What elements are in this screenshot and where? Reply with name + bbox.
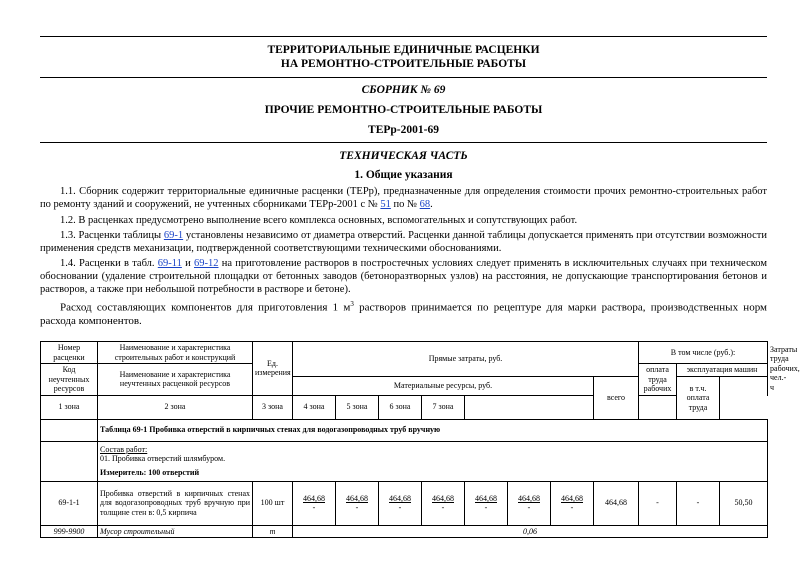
- header-zone-3: 3 зона: [253, 395, 293, 419]
- paragraph-mix: Расход составляющих компонентов для приготовления 1 $м^3$ растворов принимается по рецептуре для марки раствора, производственных норм расхода компонентов.: [40, 300, 767, 327]
- paragraph-1-3: 1.3. Расценки таблицы 69-1 установлены независимо от диаметра отверстий. Расценки данной таблицы допускается применять при отсутствии возможности применения средств механизации, подтвержденной соответствующими техническими обоснованиями.: [40, 230, 767, 254]
- header-materials: Материальные ресурсы, руб.: [293, 377, 594, 396]
- link-collection-51[interactable]: 51: [380, 199, 391, 210]
- rate-unit: 100 шт: [253, 481, 293, 525]
- header-resource-name: Наименование и характеристика неучтенных расценкой ресурсов: [98, 364, 253, 396]
- work-composition: [98, 441, 768, 481]
- header-zone-5: 5 зона: [336, 395, 379, 419]
- labor-value: 50,50: [720, 481, 768, 525]
- header-zone-2: 2 зона: [98, 395, 253, 419]
- section-title: ТЕХНИЧЕСКАЯ ЧАСТЬ: [339, 150, 468, 162]
- zone-7-value: 464,68 -: [551, 481, 594, 525]
- rate-name: Пробивка отверстий в кирпичных стенах для водогазопроводных труб вручную при толщине стен в: 0,5 кирпича: [98, 481, 253, 525]
- title-line-2: НА РЕМОНТНО-СТРОИТЕЛЬНЫЕ РАБОТЫ: [280, 58, 527, 70]
- link-table-69-12[interactable]: 69-12: [194, 258, 219, 269]
- rate-number: 69-1-1: [41, 481, 98, 525]
- resource-code: 999-9900: [41, 525, 98, 538]
- header-zone-1: 1 зона: [41, 395, 98, 419]
- paragraph-1-4: 1.4. Расценки в табл. 69-11 и 69-12 на приготовление растворов в постростечных условиях следует применять в исключительных случаях при техническом обосновании (удаление строительной площадки от бетонных заводов (бетоноразтворных узлов) на расстояния, не допускающие транспортирования бетонов и растворов, а также при небольшой потребности в растворе и бетоне).: [40, 258, 768, 295]
- zone-1-value: 464,68 -: [293, 481, 336, 525]
- composition-item: 01. Пробивка отверстий шлямбуром.: [100, 454, 226, 464]
- paragraph-1-1: 1.1. Сборник содержит территориальные единичные расценки (ТЕРр), предназначенные для определения стоимости прочих ремонтно-строительных работ по ремонту зданий и сооружений, не учтенных сборниками ТЕРр-2001 с № 51 по № 68.: [40, 186, 767, 210]
- header-zone-4: 4 зона: [293, 395, 336, 419]
- link-table-69-11[interactable]: 69-11: [157, 258, 182, 269]
- zone-3-value: 464,68 -: [379, 481, 422, 525]
- header-unit: Ед. измерения: [253, 342, 293, 396]
- resource-row: [41, 525, 768, 538]
- resource-unit: т: [253, 525, 293, 538]
- header-work-name: Наименование и характеристика строительных работ и конструкций: [98, 342, 253, 364]
- table-row: [41, 481, 768, 525]
- worker-pay-value: 464,68: [594, 481, 639, 525]
- header-machines: эксплуатация машин: [677, 364, 768, 377]
- link-collection-68[interactable]: 68: [419, 199, 431, 210]
- header-rate-number: Номер расценки: [41, 342, 98, 364]
- zone-6-value: 464,68 -: [508, 481, 551, 525]
- resource-name: Мусор строительный: [98, 525, 253, 538]
- header-machines-pay: в т.ч. оплата труда: [677, 377, 720, 420]
- header-zone-6: 6 зона: [379, 395, 422, 419]
- rates-table: Номер расценки Наименование и характеристика строительных работ и конструкций Ед. измерения Прямые затраты, руб. В том числе (руб.): Затраты труда рабочих, чел.-ч Код неучтенных ресурсов Наименование и характеристика неучтенных расценкой ресурсов оплата труда рабочих эксплуатация машин Материальные ресурсы, руб. всего в т.ч. оплата труда 1 зона 2 зона 3 зона 4 зона 5 зона 6 зона 7 зона Таблица 69-1 Пробивка отверстий в кирпичных стенах для водогазопроводных труб вручную Состав работ: 01. Пробивка отверстий шлямбуром. Измеритель: 100 отверстий 69-1-1 Пробивка отверстий в кирпичных стенах для водогазопроводных труб вручную при толщине стен в: 0,5 кирпича 100 шт 464,68 - 464,68 - 464,68 - 464,68 - 464,68 - 464,68 - 464,68 - 464,68 - - 50,50 999-9900 Мусор строительный т 0,06: [40, 341, 768, 538]
- header-including: В том числе (руб.):: [639, 342, 768, 364]
- header-resource-code: Код неучтенных ресурсов: [41, 364, 98, 396]
- subsection-title: 1. Общие указания: [354, 169, 453, 181]
- zone-4-value: 464,68 -: [422, 481, 465, 525]
- machines-total-value: -: [639, 481, 677, 525]
- top-rule: [40, 36, 767, 37]
- rule-2: [40, 77, 767, 78]
- title-line-1: ТЕРРИТОРИАЛЬНЫЕ ЕДИНИЧНЫЕ РАСЦЕНКИ: [267, 44, 540, 56]
- collection-code: ТЕРр-2001-69: [368, 124, 439, 136]
- rule-3: [40, 142, 767, 143]
- header-machines-total: всего: [594, 377, 639, 420]
- header-direct-costs: Прямые затраты, руб.: [293, 342, 639, 377]
- collection-name: ПРОЧИЕ РЕМОНТНО-СТРОИТЕЛЬНЫЕ РАБОТЫ: [264, 104, 543, 116]
- meter: Измеритель: 100 отверстий: [100, 467, 200, 477]
- header-zone-7: 7 зона: [422, 395, 465, 419]
- resource-value: 0,06: [293, 525, 768, 538]
- table-title: Таблица 69-1 Пробивка отверстий в кирпичных стенах для водогазопроводных труб вручную: [98, 419, 768, 441]
- machines-pay-value: -: [677, 481, 720, 525]
- header-worker-pay: оплата труда рабочих: [639, 364, 677, 396]
- paragraph-1-2: 1.2. В расценках предусмотрено выполнение всего комплекса основных, вспомогательных и сопутствующих работ.: [60, 215, 578, 226]
- zone-5-value: 464,68 -: [465, 481, 508, 525]
- composition-label: Состав работ:: [100, 444, 148, 454]
- link-table-69-1[interactable]: 69-1: [163, 230, 184, 241]
- collection-number: СБОРНИК № 69: [361, 84, 446, 96]
- zone-2-value: 464,68 -: [336, 481, 379, 525]
